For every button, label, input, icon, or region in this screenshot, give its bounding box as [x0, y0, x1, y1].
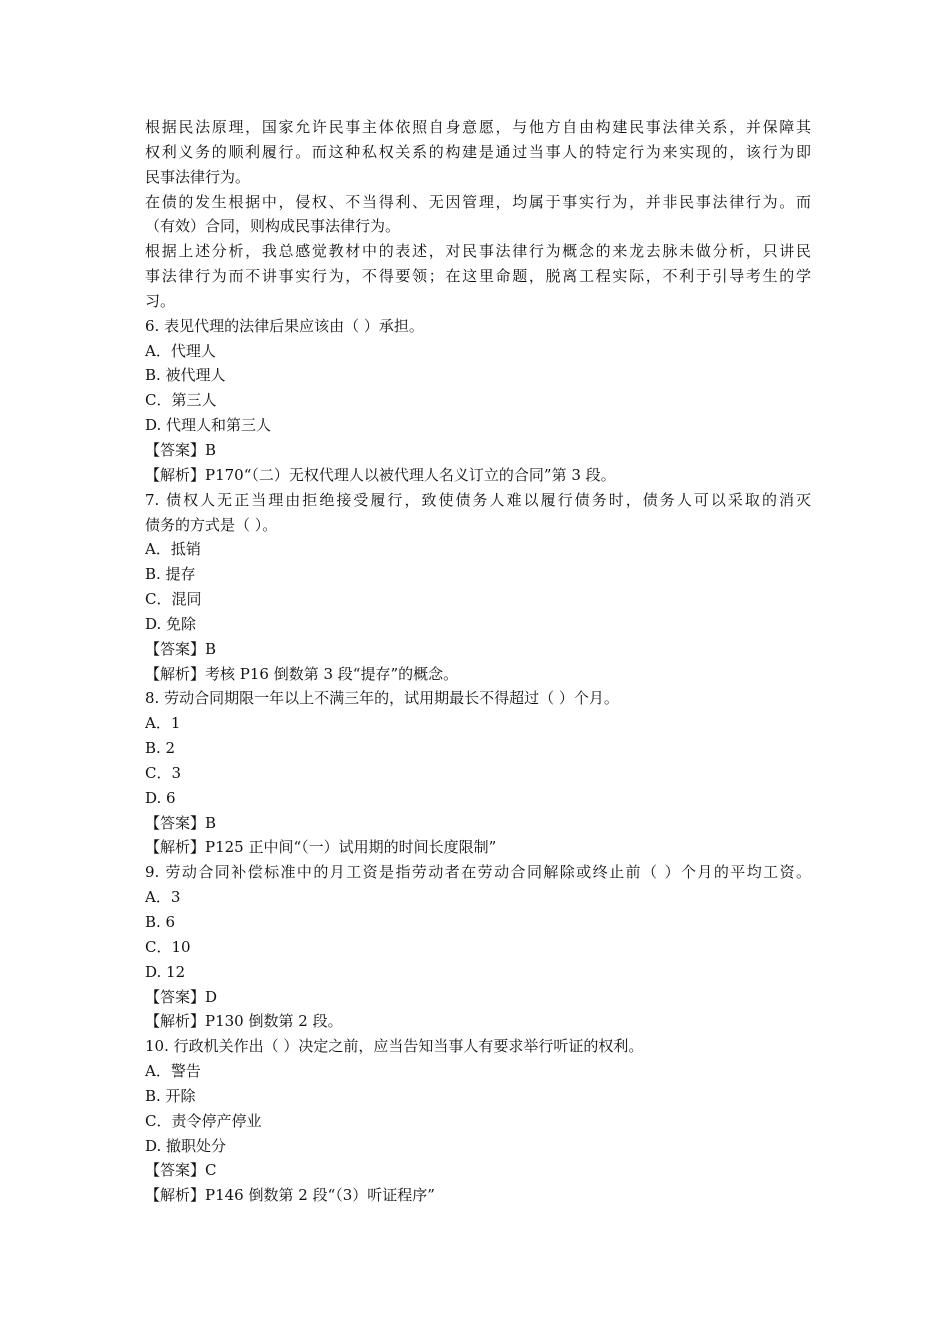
question-7-cont: 债务的方式是（ ）。 — [145, 515, 278, 534]
answer: 【答案】D — [145, 987, 218, 1006]
explanation: 【解析】P125 正中间“（一）试用期的时间长度限制” — [145, 838, 497, 857]
option-a: A．3 — [145, 888, 181, 907]
option-a: A．警告 — [145, 1062, 201, 1081]
option-b: B. 2 — [145, 739, 176, 758]
option-c: C．10 — [145, 937, 191, 956]
answer: 【答案】B — [145, 639, 217, 658]
option-d: D. 撤职处分 — [145, 1136, 227, 1155]
question-9: 9. 劳动合同补偿标准中的月工资是指劳动者在劳动合同解除或终止前（ ）个月的平均工资。 — [145, 863, 811, 882]
paragraph-line: 习。 — [145, 291, 176, 310]
explanation: 【解析】考核 P16 倒数第 3 段“提存”的概念。 — [145, 664, 459, 683]
document-body — [145, 115, 811, 1208]
option-a: A．抵销 — [145, 540, 201, 559]
option-d: D. 6 — [145, 788, 176, 807]
paragraph-line: 事法律行为而不讲事实行为，不得要领；在这里命题，脱离工程实际，不利于引导考生的学 — [145, 267, 811, 286]
option-c: C．责令停产停业 — [145, 1111, 262, 1130]
answer: 【答案】B — [145, 813, 217, 832]
option-a: A．1 — [145, 714, 181, 733]
paragraph-line: 在债的发生根据中，侵权、不当得利、无因管理，均属于事实行为，并非民事法律行为。而 — [145, 192, 811, 211]
option-b: B. 提存 — [145, 565, 196, 584]
paragraph-line: 民事法律行为。 — [145, 167, 251, 186]
option-d: D. 12 — [145, 962, 186, 981]
question-8: 8. 劳动合同期限一年以上不满三年的，试用期最长不得超过（ ）个月。 — [145, 689, 619, 708]
explanation: 【解析】P130 倒数第 2 段。 — [145, 1012, 343, 1031]
paragraph-line: 根据民法原理，国家允许民事主体依照自身意愿，与他方自由构建民事法律关系，并保障其 — [145, 118, 811, 136]
question-10: 10. 行政机关作出（ ）决定之前，应当告知当事人有要求举行听证的权利。 — [145, 1037, 644, 1056]
option-d: D. 代理人和第三人 — [145, 416, 272, 435]
explanation: 【解析】P170“（二）无权代理人以被代理人名义订立的合同”第 3 段。 — [145, 465, 616, 484]
option-b: B. 6 — [145, 913, 176, 931]
question-6: 6. 表见代理的法律后果应该由（ ）承担。 — [145, 316, 424, 335]
answer: 【答案】B — [145, 440, 217, 459]
option-b: B. 被代理人 — [145, 366, 226, 385]
paragraph-line: （有效）合同，则构成民事法律行为。 — [145, 217, 401, 236]
option-c: C．3 — [145, 763, 182, 782]
option-c: C．第三人 — [145, 391, 217, 410]
paragraph-line: 权利义务的顺利履行。而这种私权关系的构建是通过当事人的特定行为来实现的，该行为即 — [145, 142, 811, 161]
answer: 【答案】C — [145, 1161, 217, 1180]
question-7: 7. 债权人无正当理由拒绝接受履行，致使债务人难以履行债务时，债务人可以采取的消灭 — [145, 490, 811, 509]
option-b: B. 开除 — [145, 1086, 196, 1105]
option-a: A．代理人 — [145, 341, 216, 360]
option-d: D. 免除 — [145, 614, 197, 633]
explanation: 【解析】P146 倒数第 2 段“（3）听证程序” — [145, 1186, 435, 1205]
option-c: C．混同 — [145, 590, 202, 609]
paragraph-line: 根据上述分析，我总感觉教材中的表述，对民事法律行为概念的来龙去脉未做分析，只讲民 — [145, 242, 811, 261]
